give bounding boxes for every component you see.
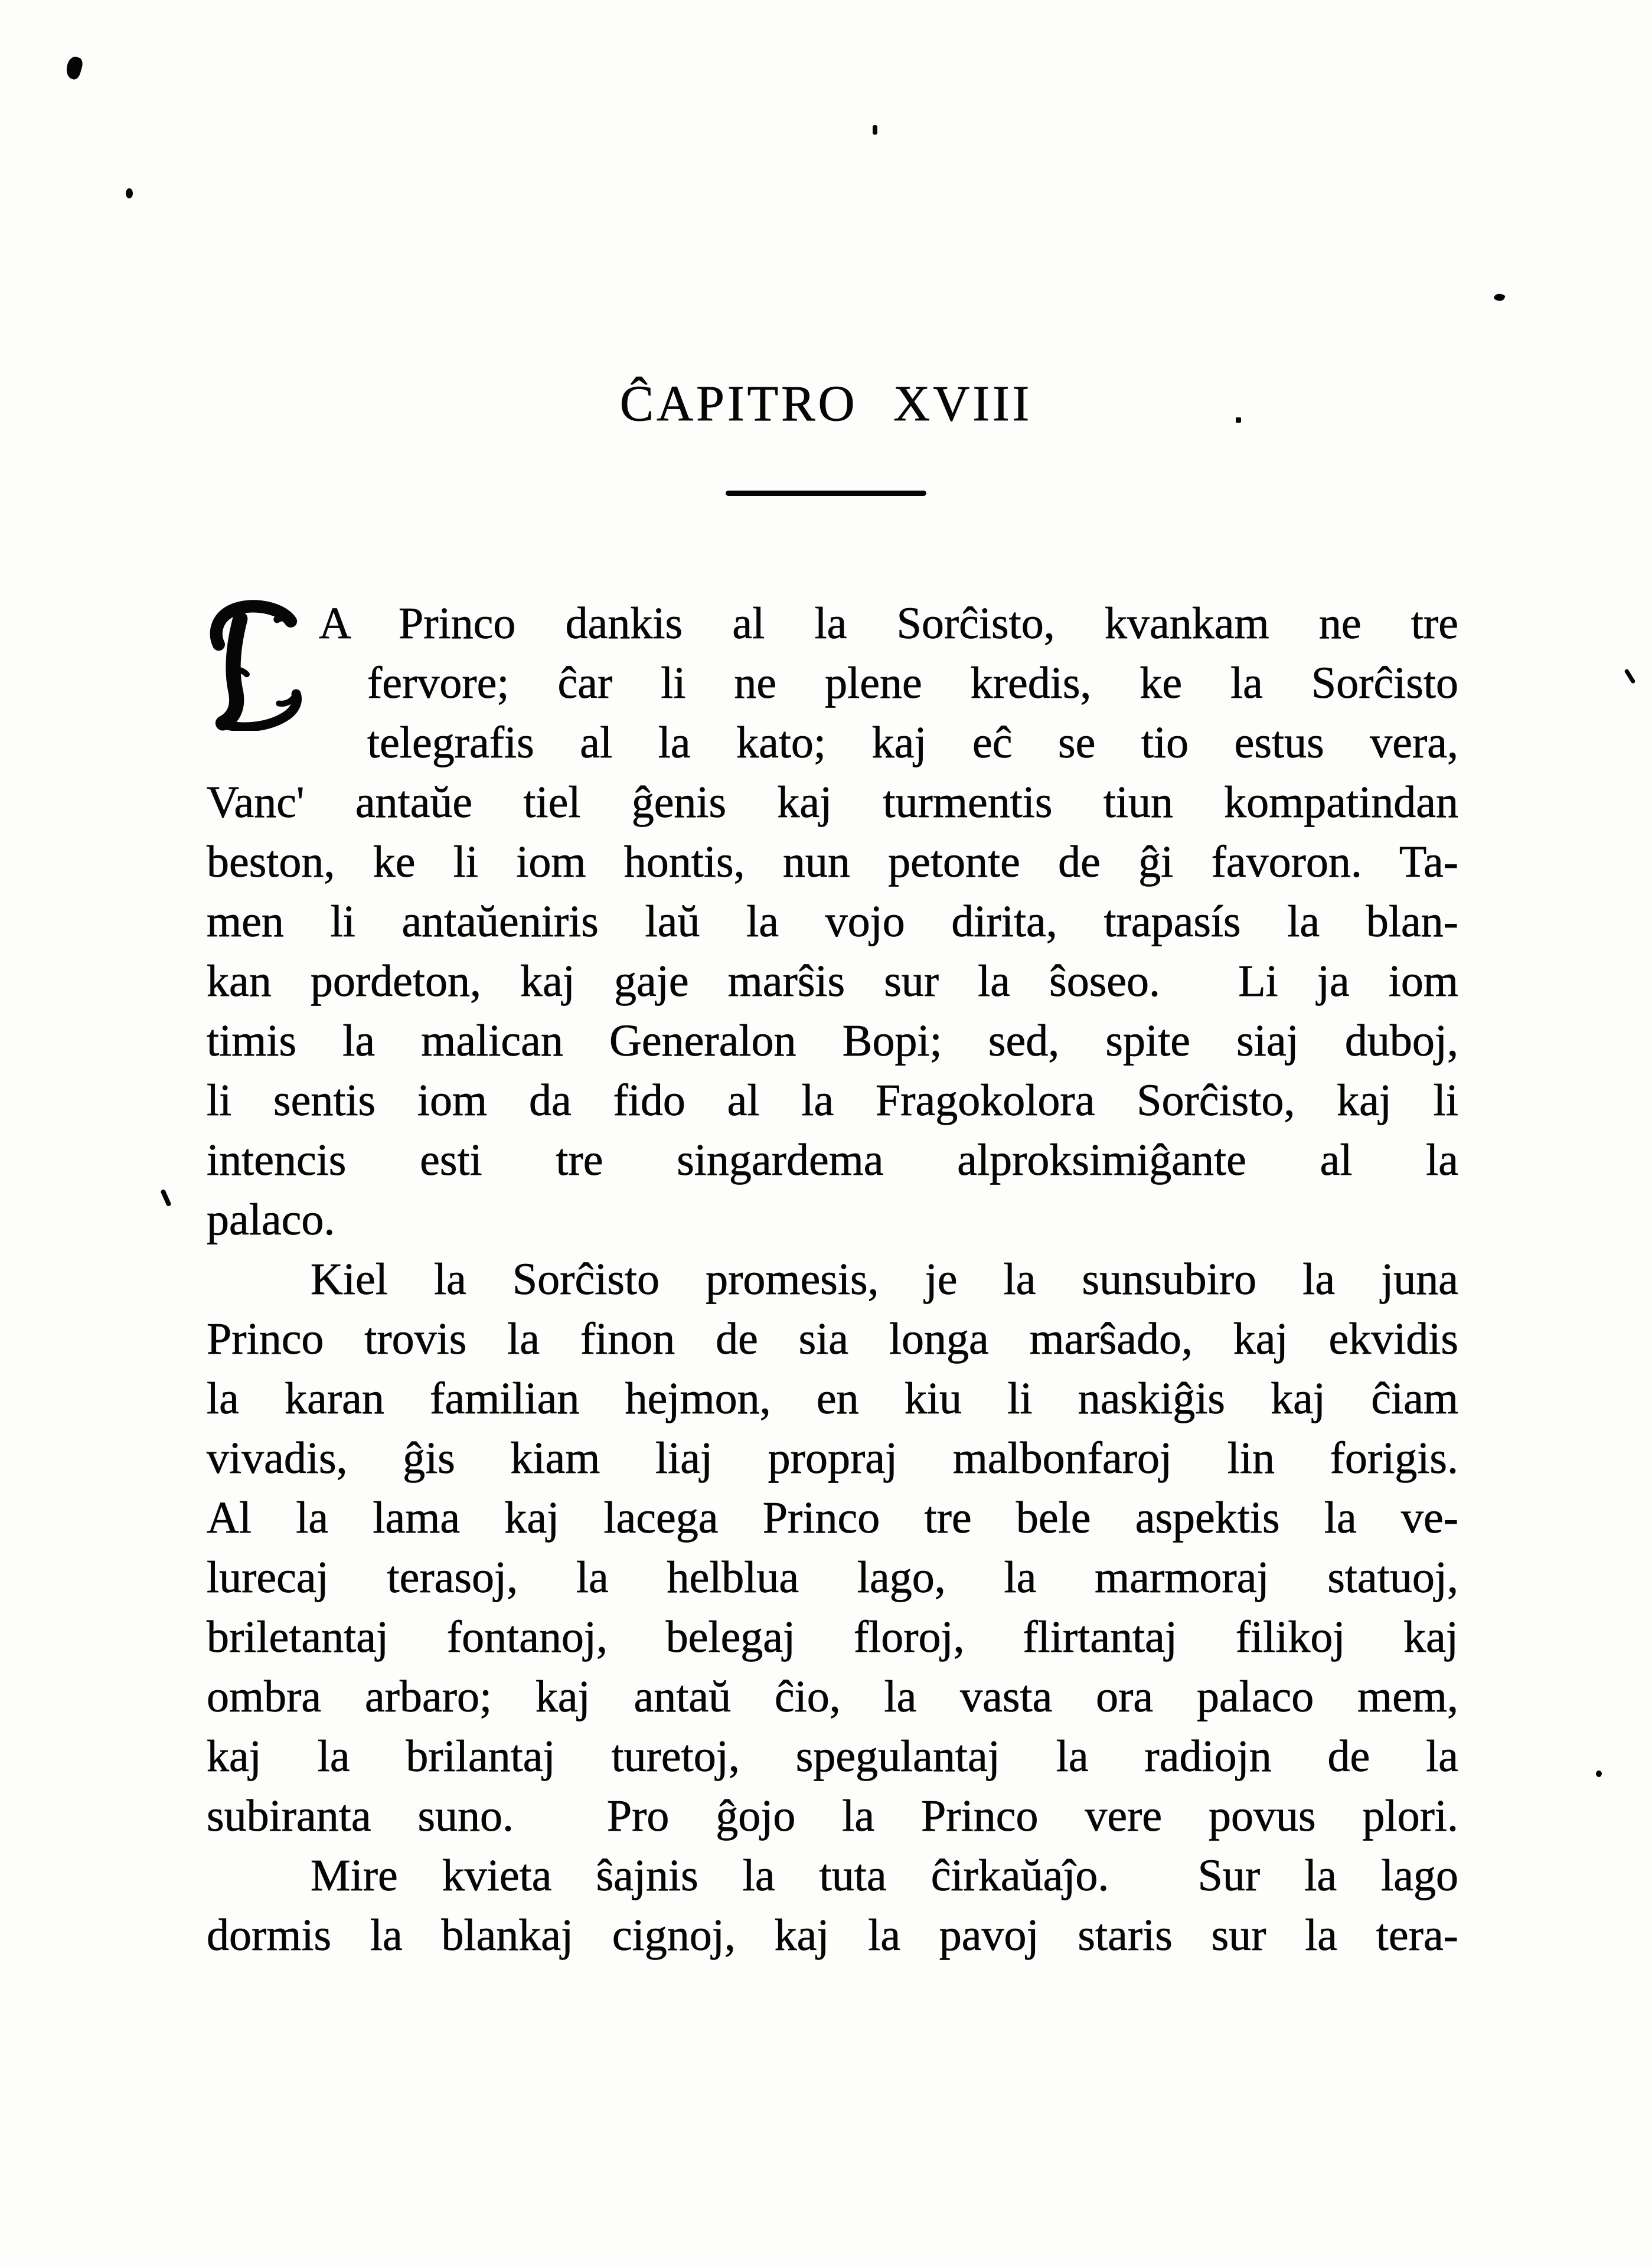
text-line: kaj la brilantaj turetoj, spegulantaj la radiojn de la <box>207 1732 1458 1781</box>
scan-speck <box>1493 292 1506 303</box>
text-line: Al la lama kaj lacega Princo tre bele aspektis la ve- <box>207 1493 1458 1543</box>
body-text <box>207 594 1458 1965</box>
chapter-title: ĈAPITRO XVIII <box>619 375 1033 432</box>
scan-speck <box>1236 417 1241 423</box>
text-line: Princo trovis la finon de sia longa marŝado, kaj ekvidis <box>207 1314 1458 1364</box>
scan-speck <box>160 1189 172 1207</box>
text-line: ombra arbaro; kaj antaŭ ĉio, la vasta ora palaco mem, <box>207 1672 1458 1722</box>
text-line: lurecaj terasoj, la helblua lago, la marmoraj statuoj, <box>207 1553 1458 1602</box>
text-line: vivadis, ĝis kiam liaj propraj malbonfaroj lin forigis. <box>207 1433 1458 1483</box>
scan-speck <box>1596 1771 1602 1777</box>
text-line: Vanc' antaŭe tiel ĝenis kaj turmentis tiun kompatindan <box>207 778 1458 827</box>
text-line: Kiel la Sorĉisto promesis, je la sunsubiro la juna <box>311 1255 1458 1304</box>
text-line: subiranta suno. Pro ĝojo la Princo vere povus plori. <box>207 1791 1458 1841</box>
text-line: timis la malican Generalon Bopi; sed, spite siaj duboj, <box>207 1016 1458 1066</box>
scan-speck <box>64 55 84 80</box>
text-line: briletantaj fontanoj, belegaj floroj, flirtantaj filikoj kaj <box>207 1612 1458 1662</box>
text-line: dormis la blankaj cignoj, kaj la pavoj staris sur la tera- <box>207 1910 1458 1960</box>
text-line: Mire kvieta ŝajnis la tuta ĉirkaŭaĵo. Sur la lago <box>311 1851 1458 1900</box>
text-line: kan pordeton, kaj gaje marŝis sur la ŝoseo. Li ja iom <box>207 956 1458 1006</box>
text-line: fervore; ĉar li ne plene kredis, ke la Sorĉisto <box>367 658 1458 708</box>
text-line: telegrafis al la kato; kaj eĉ se tio estus vera, <box>367 718 1458 767</box>
text-line: intencis esti tre singardema alproksimiĝante al la <box>207 1135 1458 1185</box>
text-line: beston, ke li iom hontis, nun petonte de ĝi favoron. Ta- <box>207 837 1458 887</box>
text-line: A Princo dankis al la Sorĉisto, kvankam ne tre <box>319 599 1458 648</box>
scan-speck <box>126 188 133 198</box>
text-line: la karan familian hejmon, en kiu li naskiĝis kaj ĉiam <box>207 1374 1458 1423</box>
text-line: li sentis iom da fido al la Fragokolora Sorĉisto, kaj li <box>207 1076 1458 1125</box>
title-divider-rule <box>726 491 926 496</box>
text-line: palaco. <box>207 1195 335 1244</box>
text-line: men li antaŭeniris laŭ la vojo dirita, trapasís la blan- <box>207 897 1458 946</box>
scan-speck <box>873 125 877 135</box>
scan-speck <box>1624 668 1635 684</box>
